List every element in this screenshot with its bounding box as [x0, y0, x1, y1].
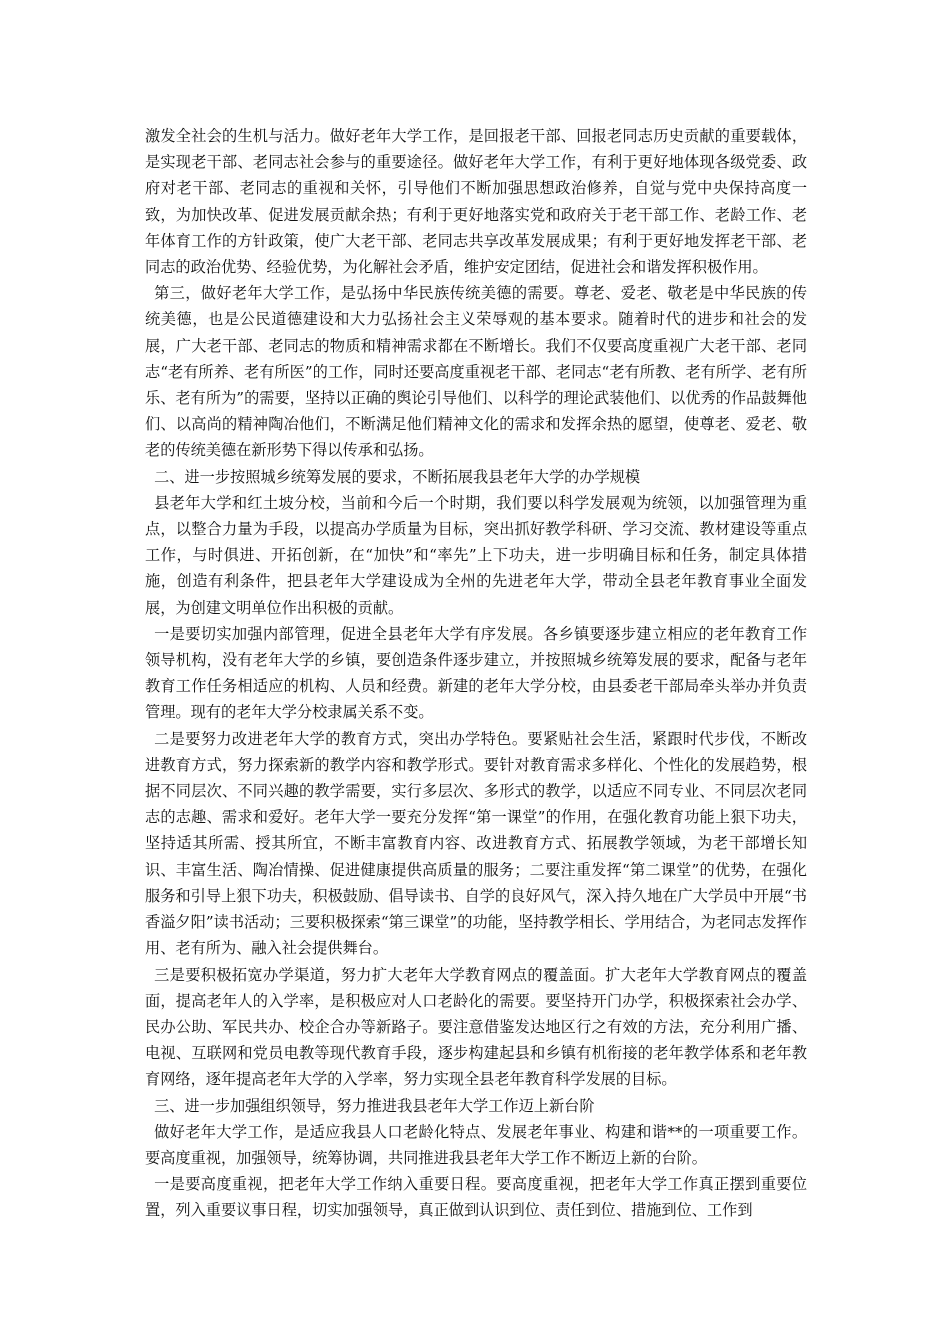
paragraph-7: 做好老年大学工作，是适应我县人口老龄化特点、发展老年事业、构建和谐**的一项重要工作。要高度重视，加强领导，统筹协调，共同推进我县老年大学工作不断迈上新的台阶。	[145, 1122, 807, 1167]
paragraph-2: 第三，做好老年大学工作，是弘扬中华民族传统美德的需要。尊老、爱老、敬老是中华民族的传统美德，也是公民道德建设和大力弘扬社会主义荣辱观的基本要求。随着时代的进步和社会的发展，广大老干部、老同志的物质和精神需求都在不断增长。我们不仅要高度重视广大老干部、老同志“老有所养、老有所医”的工作，同时还要高度重视老干部、老同志“老有所教、老有所学、老有所乐、老有所为”的需要，坚持以正确的舆论引导他们、以科学的理论武装他们、以优秀的作品鼓舞他们、以高尚的精神陶冶他们，不断满足他们精神文化的需求和发挥余热的愿望，使尊老、爱老、敬老的传统美德在新形势下得以传承和弘扬。	[145, 284, 807, 460]
paragraph-8: 一是要高度重视，把老年大学工作纳入重要日程。要高度重视，把老年大学工作真正摆到重要位置，列入重要议事日程，切实加强领导，真正做到认识到位、责任到位、措施到位、工作到	[145, 1175, 807, 1220]
paragraph-6: 三是要积极拓宽办学渠道，努力扩大老年大学教育网点的覆盖面。扩大老年大学教育网点的覆盖面，提高老年人的入学率，是积极应对人口老龄化的需要。要坚持开门办学，积极探索社会办学、民办公助、军民共办、校企合办等新路子。要注意借鉴发达地区行之有效的方法，充分利用广播、电视、互联网和党员电教等现代教育手段，逐步构建起县和乡镇有机衔接的老年教学体系和老年教育网络，逐年提高老年大学的入学率，努力实现全县老年教育科学发展的目标。	[145, 965, 807, 1089]
paragraph-5: 二是要努力改进老年大学的教育方式，突出办学特色。要紧贴社会生活，紧跟时代步伐，不断改进教育方式，努力探索新的教学内容和教学形式。要针对教育需求多样化、个性化的发展趋势，根据不同层次、不同兴趣的教学需要，实行多层次、多形式的教学，以适应不同专业、不同层次老同志的志趣、需求和爱好。老年大学一要充分发挥“第一课堂”的作用，在强化教育功能上狠下功夫，坚持适其所需、授其所宜，不断丰富教育内容、改进教育方式、拓展教学领域，为老干部增长知识、丰富生活、陶冶情操、促进健康提供高质量的服务；二要注重发挥“第二课堂”的优势，在强化服务和引导上狠下功夫，积极鼓励、倡导读书、自学的良好风气，深入持久地在广大学员中开展“书香溢夕阳”读书活动；三要积极探索“第三课堂”的功能，坚持教学相长、学用结合，为老同志发挥作用、老有所为、融入社会提供舞台。	[145, 729, 807, 958]
section-heading-3: 三、进一步加强组织领导，努力推进我县老年大学工作迈上新台阶	[154, 1096, 595, 1115]
paragraph-4: 一是要切实加强内部管理，促进全县老年大学有序发展。各乡镇要逐步建立相应的老年教育工作领导机构，没有老年大学的乡镇，要创造条件逐步建立，并按照城乡统筹发展的要求，配备与老年教育工作任务相适应的机构、人员和经费。新建的老年大学分校，由县委老干部局牵头举办并负责管理。现有的老年大学分校隶属关系不变。	[145, 624, 807, 722]
document-body	[145, 123, 807, 1224]
section-heading-2: 二、进一步按照城乡统筹发展的要求，不断拓展我县老年大学的办学规模	[154, 467, 641, 486]
paragraph-3: 县老年大学和红土坡分校，当前和今后一个时期，我们要以科学发展观为统领，以加强管理为重点，以整合力量为手段，以提高办学质量为目标，突出抓好教学科研、学习交流、教材建设等重点工作，与时俱进、开拓创新，在“加快”和“率先”上下功夫，进一步明确目标和任务，制定具体措施，创造有利条件，把县老年大学建设成为全州的先进老年大学，带动全县老年教育事业全面发展，为创建文明单位作出积极的贡献。	[145, 493, 807, 617]
paragraph-1: 激发全社会的生机与活力。做好老年大学工作，是回报老干部、回报老同志历史贡献的重要载体，是实现老干部、老同志社会参与的重要途径。做好老年大学工作，有利于更好地体现各级党委、政府对老干部、老同志的重视和关怀，引导他们不断加强思想政治修养，自觉与党中央保持高度一致，为加快改革、促进发展贡献余热；有利于更好地落实党和政府关于老干部工作、老龄工作、老年体育工作的方针政策，使广大老干部、老同志共享改革发展成果；有利于更好地发挥老干部、老同志的政治优势、经验优势，为化解社会矛盾，维护安定团结，促进社会和谐发挥积极作用。	[145, 127, 807, 277]
